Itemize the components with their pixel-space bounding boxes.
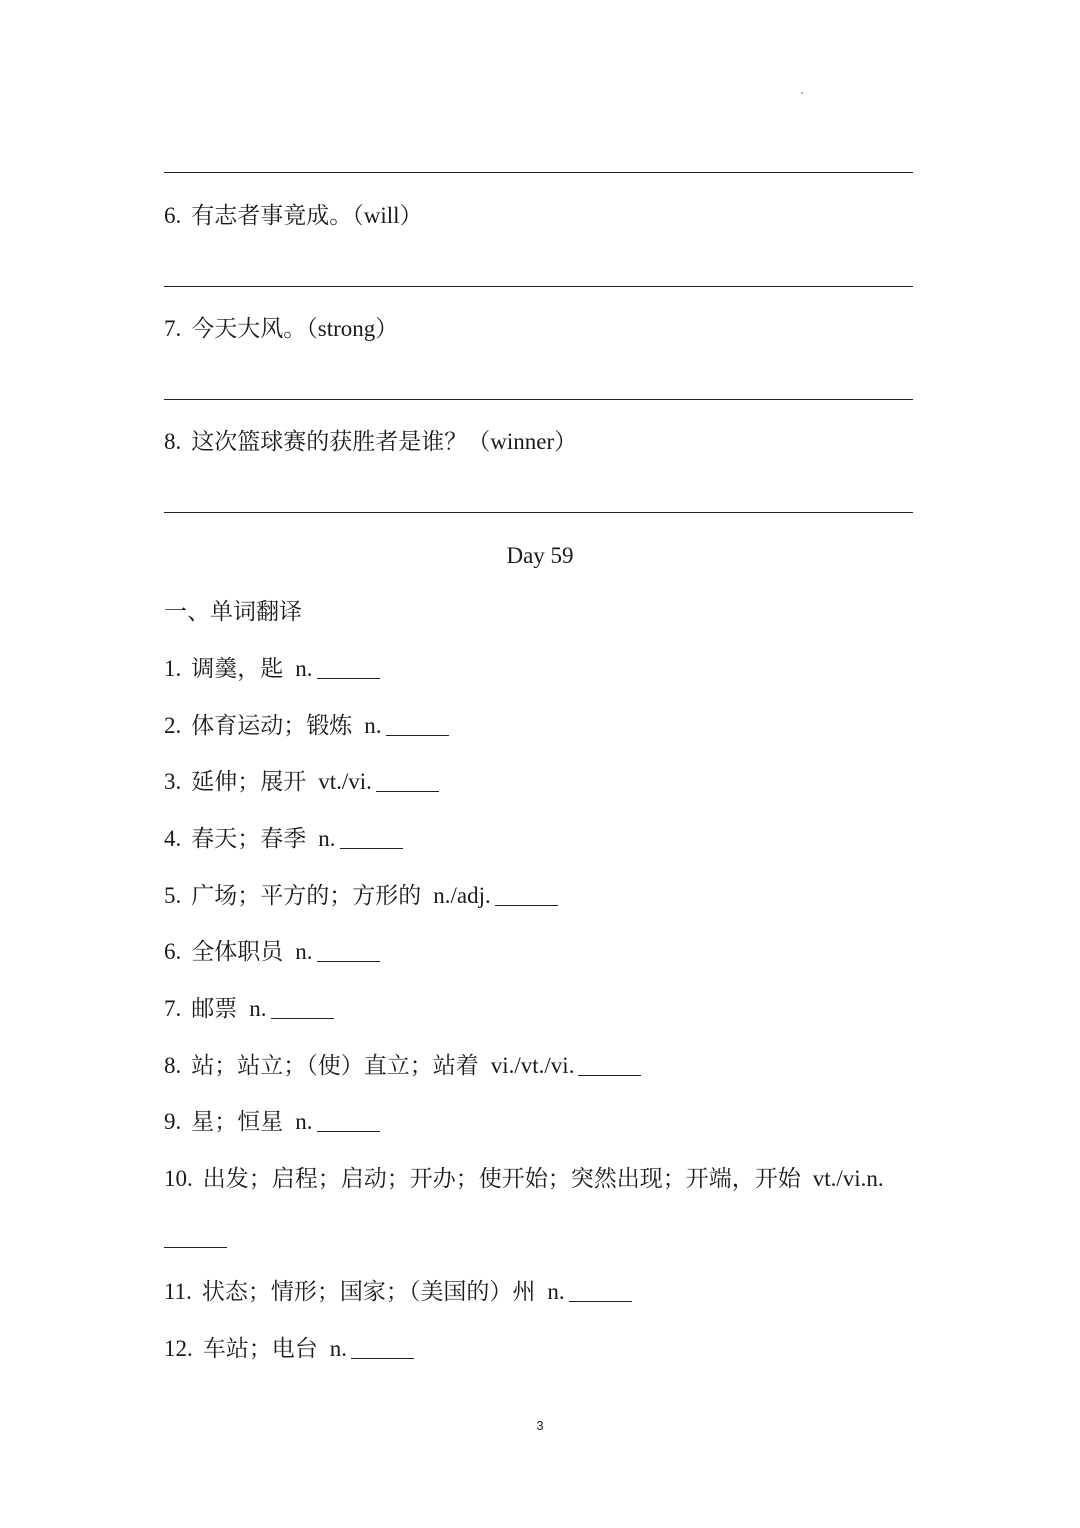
vocab-meaning: 星；恒星 — [191, 1109, 284, 1134]
section-title: 一、单词翻译 — [164, 599, 302, 624]
item-number: 11. — [164, 1279, 192, 1304]
vocab-meaning: 全体职员 — [191, 939, 284, 964]
vocab-meaning: 广场；平方的；方形的 — [191, 883, 422, 908]
vocab-meaning: 车站；电台 — [202, 1336, 318, 1361]
vocab-item-11 — [164, 1277, 632, 1307]
part-of-speech: n. — [329, 1336, 347, 1361]
item-number: 7. — [164, 996, 182, 1021]
vocab-item-8 — [164, 1051, 641, 1081]
answer-line — [164, 172, 913, 173]
answer-line — [164, 399, 913, 400]
vocab-item-1 — [164, 654, 380, 684]
vocab-meaning: 邮票 — [191, 996, 238, 1021]
sentence-prompt: 今天大风。（strong） — [191, 316, 399, 341]
vocab-item-4 — [164, 824, 403, 854]
part-of-speech: n. — [249, 996, 267, 1021]
item-number: 6. — [164, 203, 182, 228]
vocab-item-2 — [164, 711, 449, 741]
page-number: 3 — [536, 1418, 544, 1433]
vocab-meaning: 状态；情形；国家；（美国的）州 — [201, 1279, 536, 1304]
part-of-speech: vi./vt./vi. — [490, 1053, 575, 1078]
answer-line — [164, 512, 913, 513]
part-of-speech: n. — [295, 939, 313, 964]
item-number: 5. — [164, 883, 182, 908]
answer-blank[interactable] — [569, 1301, 632, 1302]
part-of-speech: n. — [295, 1109, 313, 1134]
answer-blank[interactable] — [351, 1358, 414, 1359]
answer-blank[interactable] — [340, 848, 403, 849]
sentence-item-7 — [164, 314, 398, 344]
item-number: 6. — [164, 939, 182, 964]
sentence-item-6 — [164, 201, 423, 231]
vocab-item-3 — [164, 767, 439, 797]
part-of-speech: n. — [318, 826, 336, 851]
item-number: 12. — [164, 1336, 193, 1361]
answer-blank[interactable] — [164, 1247, 227, 1248]
item-number: 8. — [164, 1053, 182, 1078]
sentence-item-8 — [164, 427, 577, 457]
answer-blank[interactable] — [386, 735, 449, 736]
vocab-meaning: 出发；启程；启动；开办；使开始；突然出现；开端，开始 — [202, 1166, 801, 1191]
vocab-item-5 — [164, 881, 558, 911]
day-title: Day 59 — [506, 543, 574, 568]
item-number: 3. — [164, 769, 182, 794]
vocab-meaning: 延伸；展开 — [191, 769, 307, 794]
answer-line — [164, 286, 913, 287]
item-number: 8. — [164, 429, 182, 454]
answer-blank[interactable] — [317, 961, 380, 962]
scan-speck — [801, 92, 803, 94]
vocab-item-6 — [164, 937, 380, 967]
answer-blank[interactable] — [578, 1075, 641, 1076]
answer-blank[interactable] — [317, 678, 380, 679]
item-number: 2. — [164, 713, 182, 738]
item-number: 10. — [164, 1166, 193, 1191]
vocab-meaning: 站；站立；（使）直立；站着 — [191, 1053, 479, 1078]
vocab-item-9 — [164, 1107, 380, 1137]
answer-blank[interactable] — [317, 1131, 380, 1132]
vocab-item-7 — [164, 994, 334, 1024]
vocab-meaning: 体育运动；锻炼 — [191, 713, 353, 738]
sentence-prompt: 这次篮球赛的获胜者是谁？（winner） — [191, 429, 578, 454]
part-of-speech: n. — [547, 1279, 565, 1304]
answer-blank[interactable] — [271, 1018, 334, 1019]
vocab-meaning: 调羹，匙 — [191, 656, 284, 681]
vocab-item-12 — [164, 1334, 414, 1364]
part-of-speech: n. — [364, 713, 382, 738]
vocab-item-10 — [164, 1164, 884, 1194]
item-number: 4. — [164, 826, 182, 851]
answer-blank[interactable] — [376, 791, 439, 792]
part-of-speech: n. — [295, 656, 313, 681]
part-of-speech: vt./vi.n. — [812, 1166, 884, 1191]
sentence-prompt: 有志者事竟成。（will） — [191, 203, 423, 228]
answer-blank[interactable] — [495, 905, 558, 906]
part-of-speech: n./adj. — [433, 883, 491, 908]
part-of-speech: vt./vi. — [318, 769, 372, 794]
item-number: 9. — [164, 1109, 182, 1134]
item-number: 1. — [164, 656, 182, 681]
item-number: 7. — [164, 316, 182, 341]
vocab-meaning: 春天；春季 — [191, 826, 307, 851]
